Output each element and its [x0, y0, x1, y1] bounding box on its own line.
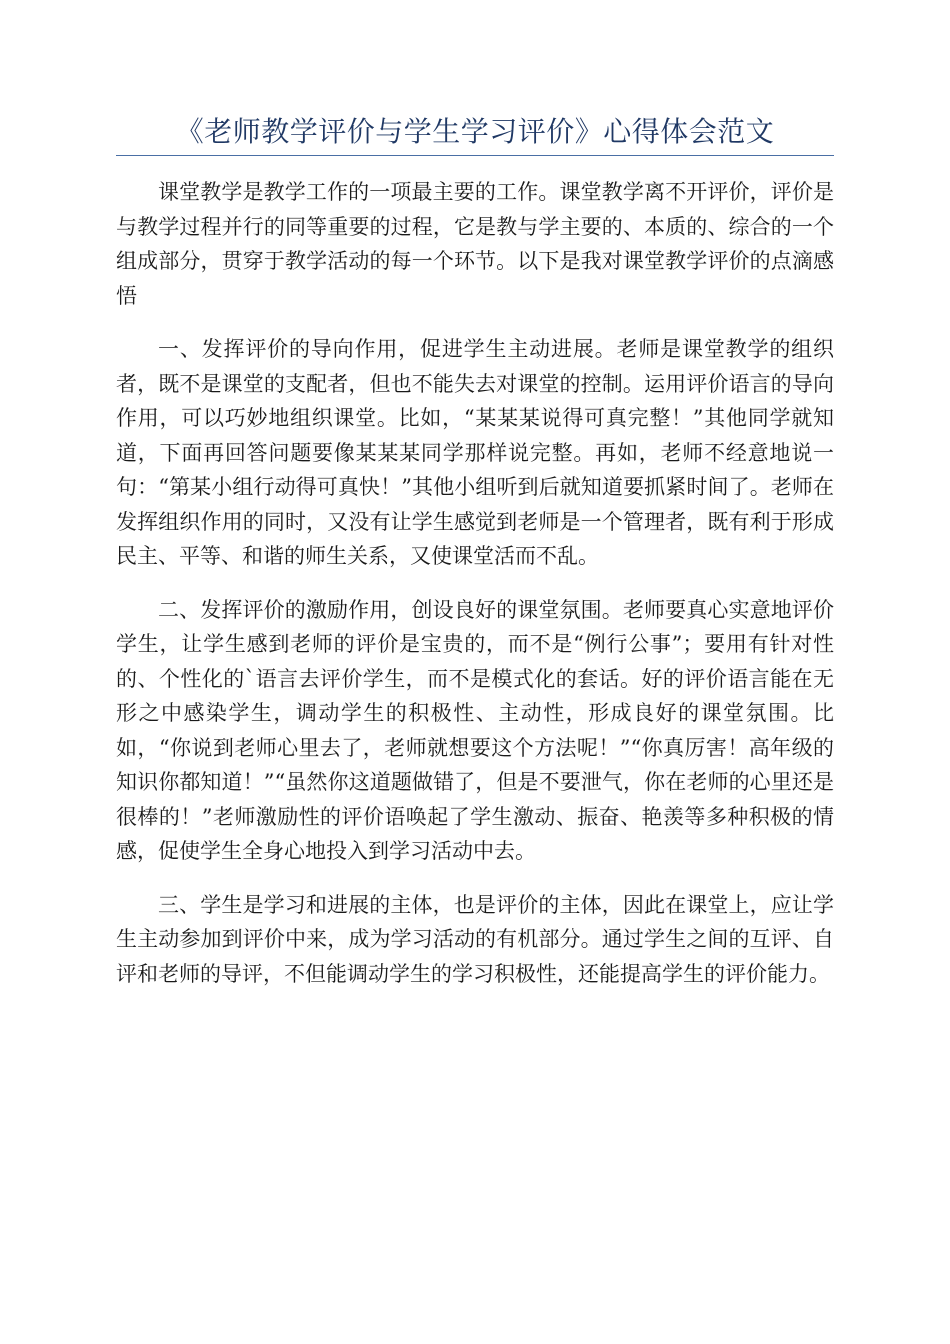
- paragraph-point-two: 二、发挥评价的激励作用，创设良好的课堂氛围。老师要真心实意地评价学生，让学生感到老师的评价是宝贵的，而不是“例行公事”；要用有针对性的、个性化的`语言去评价学生，而不是模式化的套话。好的评价语言能在无形之中感染学生，调动学生的积极性、主动性，形成良好的课堂氛围。比如，“你说到老师心里去了，老师就想要这个方法呢！”“你真厉害！高年级的知识你都知道！”“虽然你这道题做错了，但是不要泄气，你在老师的心里还是很棒的！”老师激励性的评价语唤起了学生激动、振奋、艳羡等多种积极的情感，促使学生全身心地投入到学习活动中去。: [116, 597, 834, 863]
- document-title: 《老师教学评价与学生学习评价》心得体会范文: [175, 115, 775, 148]
- paragraph-intro: 课堂教学是教学工作的一项最主要的工作。课堂教学离不开评价，评价是与教学过程并行的同等重要的过程，它是教与学主要的、本质的、综合的一个组成部分，贯穿于教学活动的每一个环节。以下是我对课堂教学评价的点滴感悟: [116, 180, 834, 308]
- paragraph-point-three: 三、学生是学习和进展的主体，也是评价的主体，因此在课堂上，应让学生主动参加到评价中来，成为学习活动的有机部分。通过学生之间的互评、自评和老师的导评，不但能调动学生的学习积极性，还能提高学生的评价能力。: [116, 892, 834, 986]
- document-body: [116, 175, 834, 1010]
- title-underline: [116, 155, 834, 156]
- paragraph-point-one: 一、发挥评价的导向作用，促进学生主动进展。老师是课堂教学的组织者，既不是课堂的支配者，但也不能失去对课堂的控制。运用评价语言的导向作用，可以巧妙地组织课堂。比如，“某某某说得可真完整！”其他同学就知道，下面再回答问题要像某某某同学那样说完整。再如，老师不经意地说一句：“第某小组行动得可真快！”其他小组听到后就知道要抓紧时间了。老师在发挥组织作用的同时，又没有让学生感觉到老师是一个管理者，既有利于形成民主、平等、和谐的师生关系，又使课堂活而不乱。: [116, 337, 834, 568]
